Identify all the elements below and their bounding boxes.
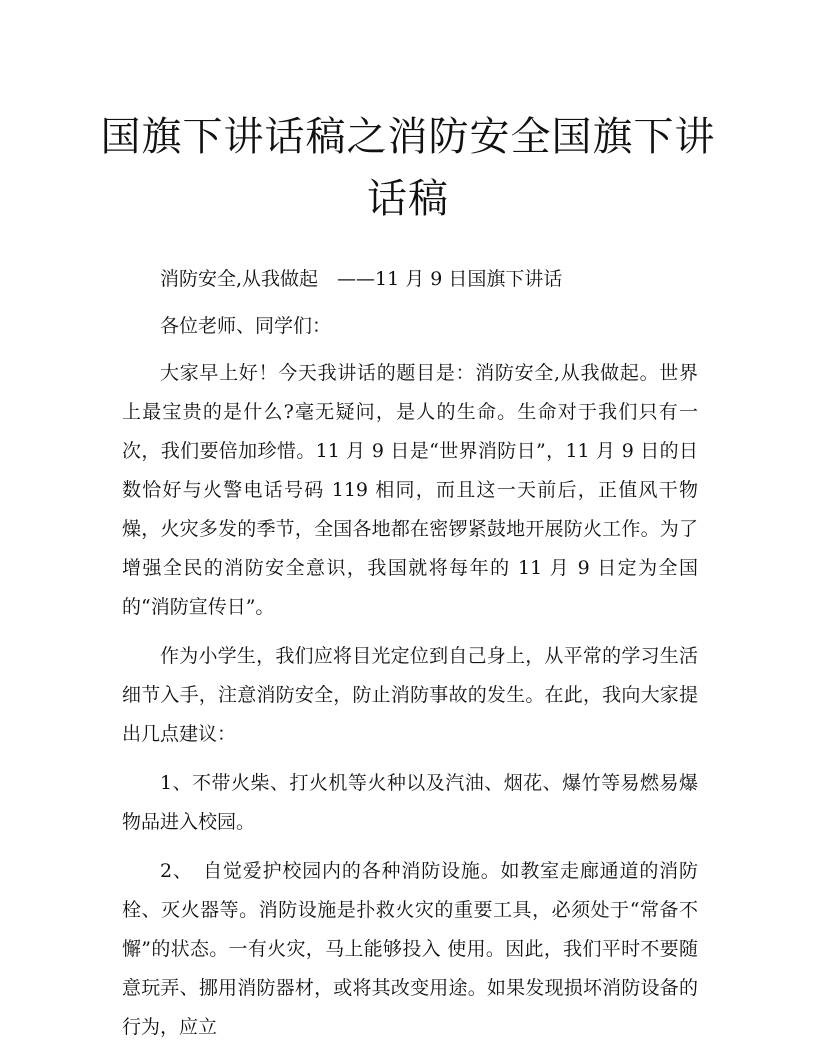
document-body bbox=[122, 260, 698, 1051]
body-paragraph-suggestions: 作为小学生，我们应将目光定位到自己身上，从平常的学习生活细节入手，注意消防安全，防止消防事故的发生。在此，我向大家提出几点建议： bbox=[122, 645, 698, 745]
document-title: 国旗下讲话稿之消防安全国旗下讲话稿 bbox=[100, 114, 716, 222]
suggestion-item-1: 1、不带火柴、打火机等火种以及汽油、烟花、爆竹等易燃易爆物品进入校园。 bbox=[122, 772, 698, 833]
body-paragraph-intro: 大家早上好！今天我讲话的题目是：消防安全,从我做起。世界上最宝贵的是什么?毫无疑问，是人的生命。生命对于我们只有一次，我们要倍加珍惜。11 月 9 日是“世界消防日”，11 月 9 日的日数恰好与火警电话号码 119 相同，而且这一天前后，正值风干物燥，火灾多发的季节，全国各地都在密锣紧鼓地开展防火工作。为了增强全民的消防安全意识，我国就将每年的 11 月 9 日定为全国的“消防宣传日”。 bbox=[122, 362, 698, 618]
greeting-paragraph: 各位老师、同学们： bbox=[160, 315, 332, 337]
suggestion-item-2: 2、 自觉爱护校园内的各种消防设施。如教室走廊通道的消防栓、灭火器等。消防设施是扑救火灾的重要工具，必须处于“常备不懈”的状态。一有火灾，马上能够投入 使用。因此，我们平时不要随意玩弄、挪用消防器材，或将其改变用途。如果发现损坏消防设备的行为，应立 bbox=[122, 860, 698, 1038]
speech-subtitle: 消防安全,从我做起 ——11 月 9 日国旗下讲话 bbox=[160, 268, 563, 290]
